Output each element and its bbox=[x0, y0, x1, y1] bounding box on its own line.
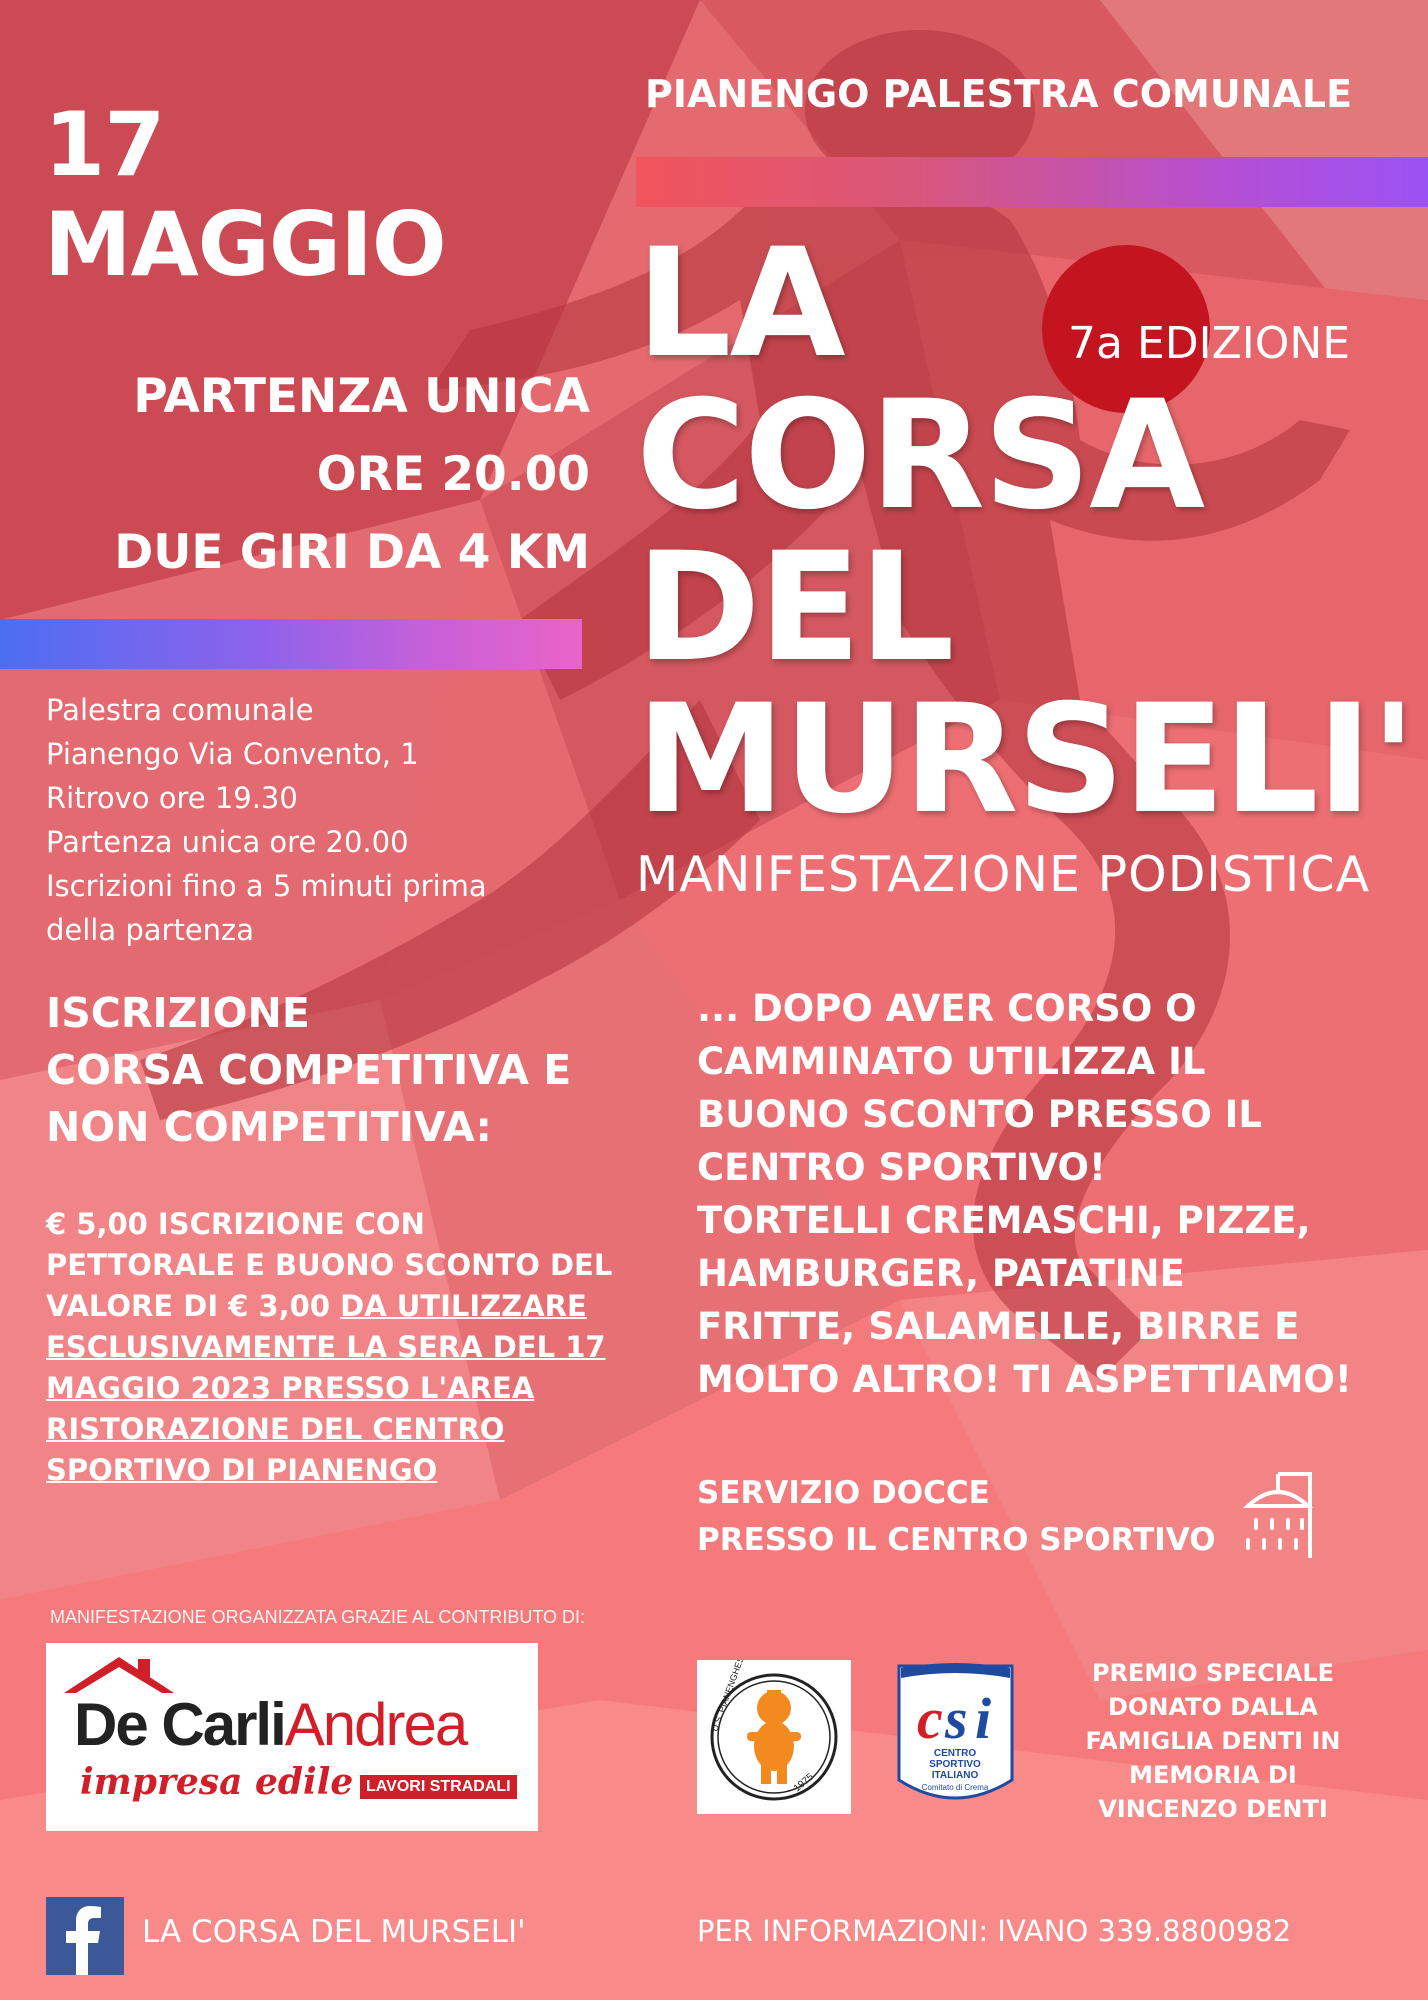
promo-line: BUONO SCONTO PRESSO IL bbox=[697, 1093, 1262, 1136]
price-conditions: ESCLUSIVAMENTE LA SERA DEL 17 bbox=[46, 1330, 606, 1364]
csi-emblem bbox=[893, 1660, 1018, 1816]
info-line: Palestra comunale bbox=[46, 693, 314, 727]
price-conditions: RISTORAZIONE DEL CENTRO bbox=[46, 1412, 505, 1446]
csi-logo bbox=[893, 1660, 1018, 1816]
svg-text:c: c bbox=[917, 1686, 943, 1751]
start-details bbox=[20, 358, 590, 592]
prize-line: DONATO DALLA bbox=[1108, 1693, 1318, 1721]
decarli-firstname: Andrea bbox=[284, 1691, 467, 1758]
price-value-text: VALORE DI € 3,00 bbox=[46, 1289, 341, 1323]
decarli-tagline: impresa edile bbox=[80, 1761, 354, 1803]
prize-line: FAMIGLIA DENTI IN bbox=[1085, 1727, 1341, 1755]
venue-header: PIANENGO PALESTRA COMUNALE bbox=[645, 72, 1353, 116]
title-line-4: MURSELI' bbox=[636, 673, 1415, 847]
start-line-1: PARTENZA UNICA bbox=[133, 369, 590, 424]
decarli-wordmark bbox=[74, 1693, 466, 1757]
decarli-logo bbox=[46, 1643, 538, 1831]
promo-line: CENTRO SPORTIVO! bbox=[697, 1146, 1106, 1189]
event-info bbox=[46, 688, 487, 952]
shower-icon bbox=[1228, 1468, 1318, 1564]
shower-line-1: SERVIZIO DOCCE bbox=[697, 1475, 990, 1511]
decarli-name: De Carli bbox=[74, 1691, 285, 1758]
gradient-bar-top bbox=[636, 157, 1428, 207]
price-conditions: DA UTILIZZARE bbox=[340, 1289, 587, 1323]
shower-line-2: PRESSO IL CENTRO SPORTIVO bbox=[697, 1522, 1216, 1558]
event-day: 17 bbox=[44, 93, 165, 196]
csi-line-4: Comitato di Crema bbox=[921, 1783, 989, 1792]
special-prize bbox=[1058, 1656, 1368, 1826]
registration-line-1: ISCRIZIONE bbox=[46, 989, 310, 1037]
csi-line-2: SPORTIVO bbox=[929, 1759, 981, 1770]
us-pianenghese-logo bbox=[697, 1660, 851, 1814]
contact-info: PER INFORMAZIONI: IVANO 339.8800982 bbox=[697, 1914, 1292, 1948]
food-promo bbox=[697, 982, 1352, 1406]
price-line bbox=[46, 1286, 646, 1327]
registration-heading bbox=[46, 985, 571, 1156]
edition-label: 7a EDIZIONE bbox=[1068, 318, 1351, 369]
title-line-2: CORSA bbox=[636, 369, 1204, 543]
price-line: PETTORALE E BUONO SCONTO DEL bbox=[46, 1248, 613, 1282]
registration-price bbox=[46, 1204, 646, 1491]
start-line-3: DUE GIRI DA 4 KM bbox=[114, 525, 590, 580]
title-line-1: LA bbox=[636, 217, 844, 391]
event-date bbox=[44, 95, 446, 295]
usp-year: 1975 bbox=[791, 1771, 816, 1795]
event-month: MAGGIO bbox=[44, 193, 446, 296]
registration-line-3: NON COMPETITIVA: bbox=[46, 1103, 492, 1151]
title-line-3: DEL bbox=[636, 521, 953, 695]
info-line: Iscrizioni fino a 5 minuti prima bbox=[46, 869, 487, 903]
shower-service bbox=[697, 1470, 1216, 1564]
promo-line: TORTELLI CREMASCHI, PIZZE, bbox=[697, 1199, 1311, 1242]
csi-line-3: ITALIANO bbox=[931, 1770, 979, 1781]
decarli-badge: LAVORI STRADALI bbox=[360, 1775, 517, 1799]
price-line: € 5,00 ISCRIZIONE CON bbox=[46, 1207, 425, 1241]
svg-text:s: s bbox=[945, 1686, 968, 1751]
registration-line-2: CORSA COMPETITIVA E bbox=[46, 1046, 572, 1094]
facebook-icon[interactable] bbox=[46, 1897, 124, 1975]
sponsor-label: MANIFESTAZIONE ORGANIZZATA GRAZIE AL CONTRIBUTO DI: bbox=[50, 1607, 586, 1627]
start-line-2: ORE 20.00 bbox=[316, 447, 590, 502]
price-conditions: MAGGIO 2023 PRESSO L'AREA bbox=[46, 1371, 535, 1405]
us-pianenghese-emblem bbox=[697, 1660, 851, 1814]
info-line: della partenza bbox=[46, 913, 255, 947]
promo-line: FRITTE, SALAMELLE, BIRRE E bbox=[697, 1305, 1300, 1348]
promo-line: CAMMINATO UTILIZZA IL bbox=[697, 1040, 1206, 1083]
event-subtitle: MANIFESTAZIONE PODISTICA bbox=[636, 846, 1371, 903]
svg-text:i: i bbox=[975, 1686, 992, 1751]
info-line: Partenza unica ore 20.00 bbox=[46, 825, 409, 859]
csi-line-1: CENTRO bbox=[933, 1748, 977, 1759]
gradient-bar-left bbox=[0, 619, 582, 669]
prize-line: PREMIO SPECIALE bbox=[1091, 1659, 1335, 1687]
facebook-page-label[interactable]: LA CORSA DEL MURSELI' bbox=[142, 1914, 526, 1950]
price-conditions: SPORTIVO DI PIANENGO bbox=[46, 1453, 438, 1487]
prize-line: VINCENZO DENTI bbox=[1098, 1795, 1328, 1823]
promo-line: HAMBURGER, PATATINE bbox=[697, 1252, 1185, 1295]
info-line: Ritrovo ore 19.30 bbox=[46, 781, 298, 815]
prize-line: MEMORIA DI bbox=[1129, 1761, 1297, 1789]
promo-line: ... DOPO AVER CORSO O bbox=[697, 987, 1197, 1030]
usp-name: U.S. PIANENGHESE bbox=[709, 1660, 748, 1733]
promo-line: MOLTO ALTRO! TI ASPETTIAMO! bbox=[697, 1358, 1352, 1401]
info-line: Pianengo Via Convento, 1 bbox=[46, 737, 419, 771]
